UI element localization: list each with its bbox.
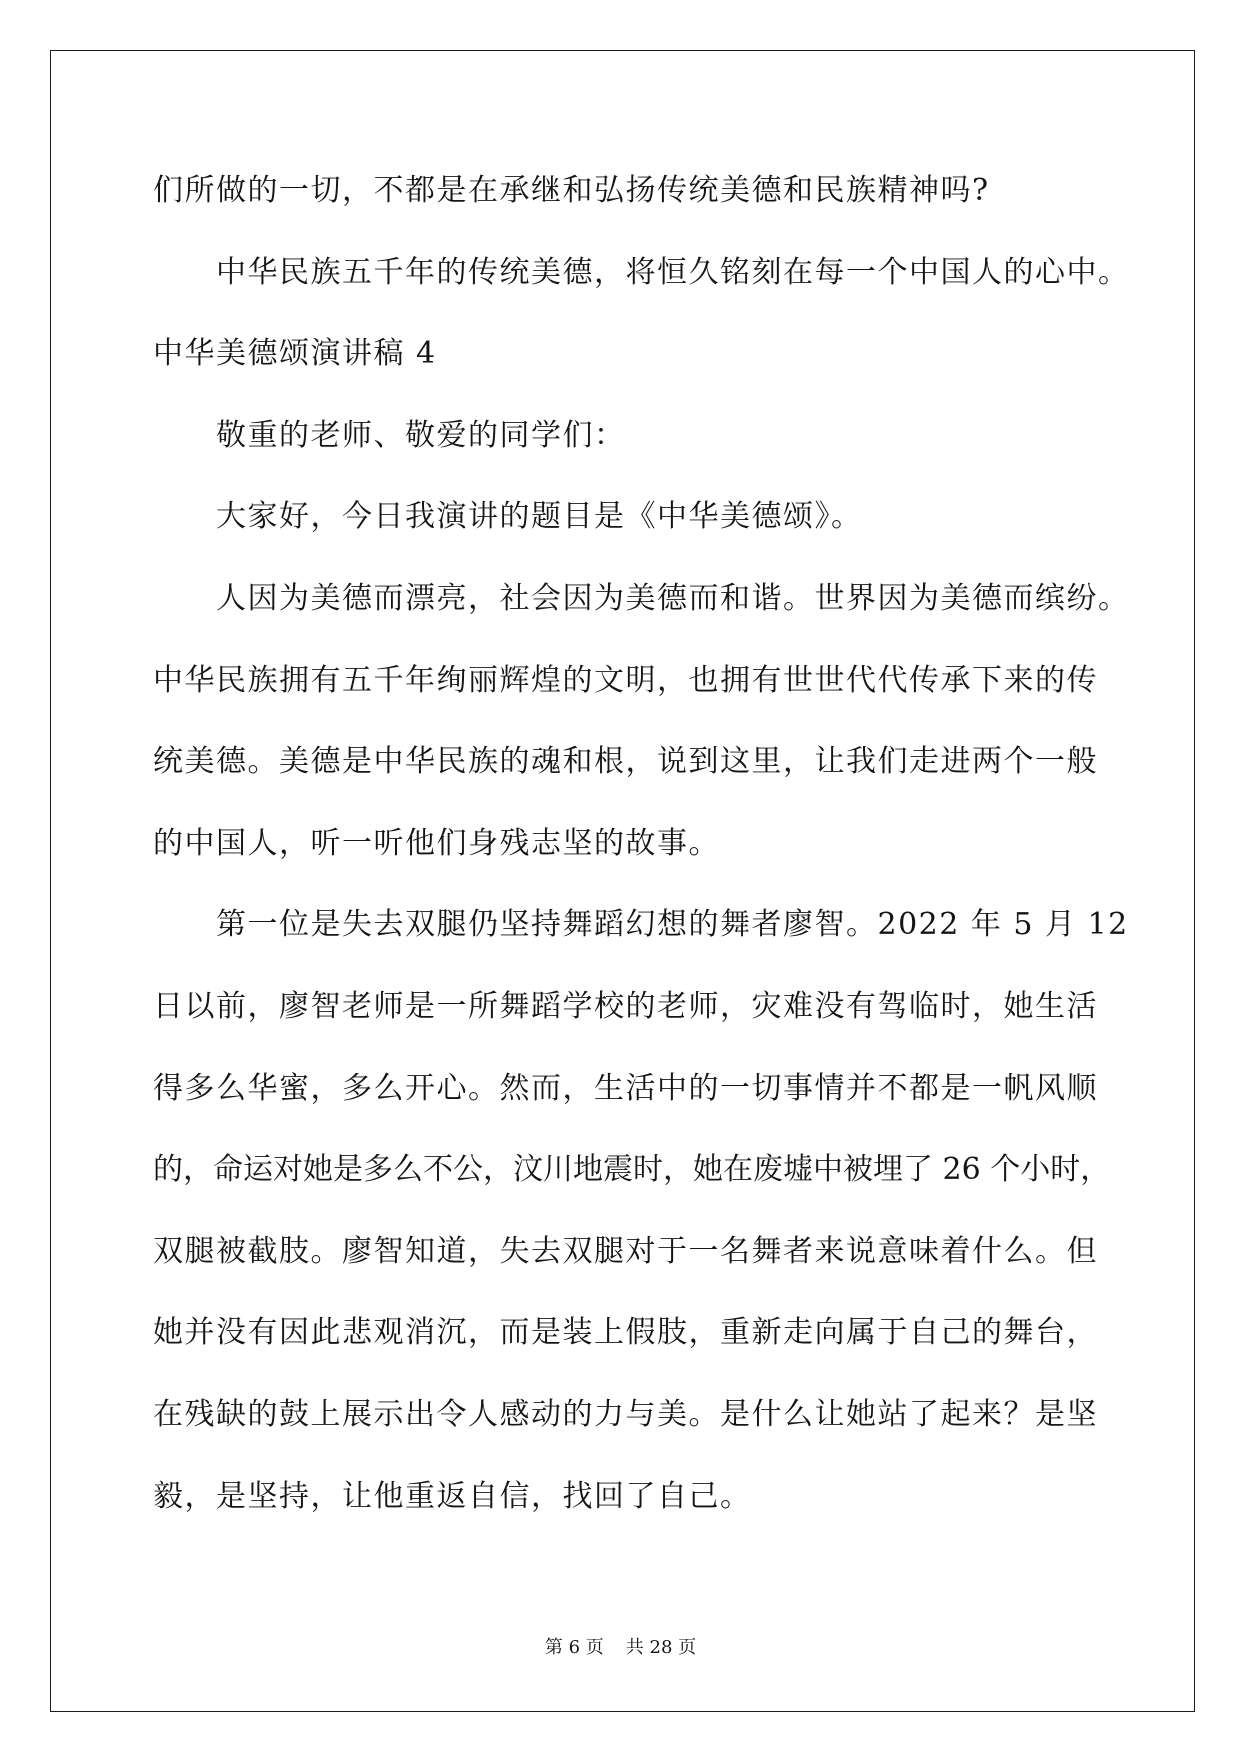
text-line: 人因为美德而漂亮，社会因为美德而和谐。世界因为美德而缤纷。 [216, 580, 1130, 616]
salutation-line: 敬重的老师、敬爱的同学们： [216, 417, 626, 453]
text-line: 的中国人，听一听他们身残志坚的故事。 [153, 825, 720, 861]
text-line: 她并没有因此悲观消沉，而是装上假肢，重新走向属于自己的舞台， [153, 1315, 1098, 1351]
text-line: 在残缺的鼓上展示出令人感动的力与美。是什么让她站了起来？是坚 [153, 1396, 1098, 1432]
text-line: 双腿被截肢。廖智知道，失去双腿对于一名舞者来说意味着什么。但 [153, 1233, 1098, 1269]
text-line: 第一位是失去双腿仍坚持舞蹈幻想的舞者廖智。2022 年 5 月 12 [216, 907, 1129, 943]
text-line: 统美德。美德是中华民族的魂和根，说到这里，让我们走进两个一般 [153, 744, 1098, 780]
page-total: 共 28 页 [625, 1637, 697, 1658]
text-line: 得多么华蜜，多么开心。然而，生活中的一切事情并不都是一帆风顺 [153, 1070, 1098, 1106]
text-line: 日以前，廖智老师是一所舞蹈学校的老师，灾难没有驾临时，她生活 [153, 988, 1098, 1024]
page-number: 第 6 页 [544, 1637, 604, 1658]
text-line: 中华民族五千年的传统美德，将恒久铭刻在每一个中国人的心中。 [216, 254, 1130, 290]
text-line: 大家好，今日我演讲的题目是《中华美德颂》。 [216, 499, 863, 535]
section-heading: 中华美德颂演讲稿 4 [153, 336, 437, 372]
page-footer [0, 1634, 1241, 1662]
document-body [153, 150, 1153, 1537]
text-line: 毅，是坚持，让他重返自信，找回了自己。 [153, 1478, 752, 1514]
text-line: 中华民族拥有五千年绚丽辉煌的文明，也拥有世世代代传承下来的传 [153, 662, 1098, 698]
text-line: 的，命运对她是多么不公，汶川地震时，她在废墟中被埋了 26 个小时， [153, 1152, 1111, 1188]
text-line: 们所做的一切，不都是在承继和弘扬传统美德和民族精神吗? [153, 173, 990, 208]
